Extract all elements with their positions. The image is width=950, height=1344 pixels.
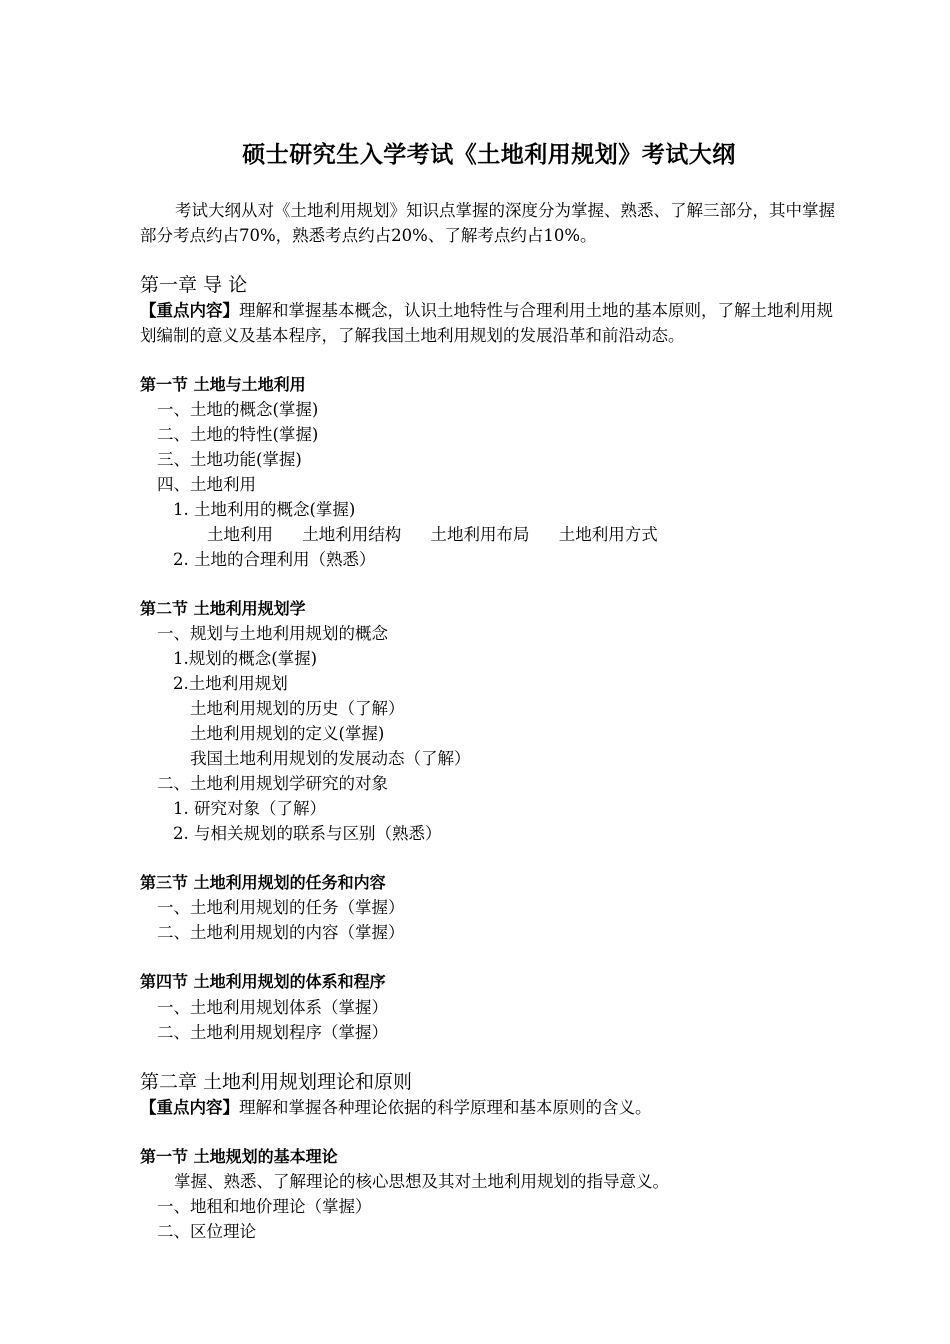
ch1-s4-item-2: 二、土地利用规划程序（掌握）	[157, 1023, 388, 1042]
intro-paragraph: 考试大纲从对《土地利用规划》知识点掌握的深度分为掌握、熟悉、了解三部分，其中掌握部分考点约占70%，熟悉考点约占20%、了解考点约占10%。	[140, 201, 835, 245]
ch1-s2-item-1: 一、规划与土地利用规划的概念	[157, 624, 388, 643]
ch1-s1-item-2: 二、土地的特性(掌握)	[157, 425, 319, 444]
ch1-s3-item-2: 二、土地利用规划的内容（掌握）	[157, 923, 405, 942]
ch1-s1-subitem-2: 2. 土地的合理利用（熟悉）	[173, 550, 376, 569]
ch1-s2-detail-3: 我国土地利用规划的发展动态（了解）	[190, 749, 471, 768]
ch1-s2-detail-1: 土地利用规划的历史（了解）	[190, 699, 405, 718]
document-title: 硕士研究生入学考试《土地利用规划》考试大纲	[242, 142, 736, 168]
chapter-1-key-text: 理解和掌握基本概念，认识土地特性与合理利用土地的基本原则，了解土地利用规划编制的意义及基本程序，了解我国土地利用规划的发展沿革和前沿动态。	[140, 301, 833, 345]
ch1-s3-item-1: 一、土地利用规划的任务（掌握）	[157, 898, 405, 917]
ch1-s2-detail-2: 土地利用规划的定义(掌握)	[190, 724, 385, 743]
ch1-s1-subitem-1: 1. 土地利用的概念(掌握)	[173, 500, 356, 519]
ch2-s1-item-1: 一、地租和地价理论（掌握）	[157, 1197, 372, 1216]
ch1-section-1-heading: 第一节 土地与土地利用	[140, 375, 306, 394]
chapter-2-heading: 第二章 土地利用规划理论和原则	[140, 1071, 413, 1093]
ch1-s2-item-2: 二、土地利用规划学研究的对象	[157, 774, 388, 793]
ch2-s1-description: 掌握、熟悉、了解理论的核心思想及其对土地利用规划的指导意义。	[174, 1172, 669, 1191]
ch1-section-2-heading: 第二节 土地利用规划学	[140, 599, 306, 618]
ch1-s2-subitem-3: 1. 研究对象（了解）	[173, 799, 326, 818]
ch1-s2-subitem-4: 2. 与相关规划的联系与区别（熟悉）	[173, 824, 442, 843]
chapter-2-key-text: 理解和掌握各种理论依据的科学原理和基本原则的含义。	[239, 1098, 652, 1117]
ch1-s1-term-list: 土地利用 土地利用结构 土地利用布局 土地利用方式	[207, 525, 658, 544]
ch1-s1-item-1: 一、土地的概念(掌握)	[157, 400, 319, 419]
ch1-s2-subitem-2: 2.土地利用规划	[173, 674, 288, 693]
chapter-2-key-content	[140, 1095, 840, 1120]
key-content-label: 【重点内容】	[140, 1098, 239, 1117]
ch1-s4-item-1: 一、土地利用规划体系（掌握）	[157, 998, 388, 1017]
ch1-section-3-heading: 第三节 土地利用规划的任务和内容	[140, 873, 386, 892]
ch2-s1-item-2: 二、区位理论	[157, 1222, 256, 1241]
ch2-section-1-heading: 第一节 土地规划的基本理论	[140, 1147, 338, 1166]
ch1-s2-subitem-1: 1.规划的概念(掌握)	[173, 649, 318, 668]
ch1-section-4-heading: 第四节 土地利用规划的体系和程序	[140, 972, 386, 991]
ch1-s1-item-4: 四、土地利用	[157, 475, 256, 494]
chapter-1-key-content	[140, 298, 840, 348]
ch1-s1-item-3: 三、土地功能(掌握)	[157, 450, 302, 469]
key-content-label: 【重点内容】	[140, 301, 239, 320]
chapter-1-heading: 第一章 导 论	[140, 274, 248, 296]
